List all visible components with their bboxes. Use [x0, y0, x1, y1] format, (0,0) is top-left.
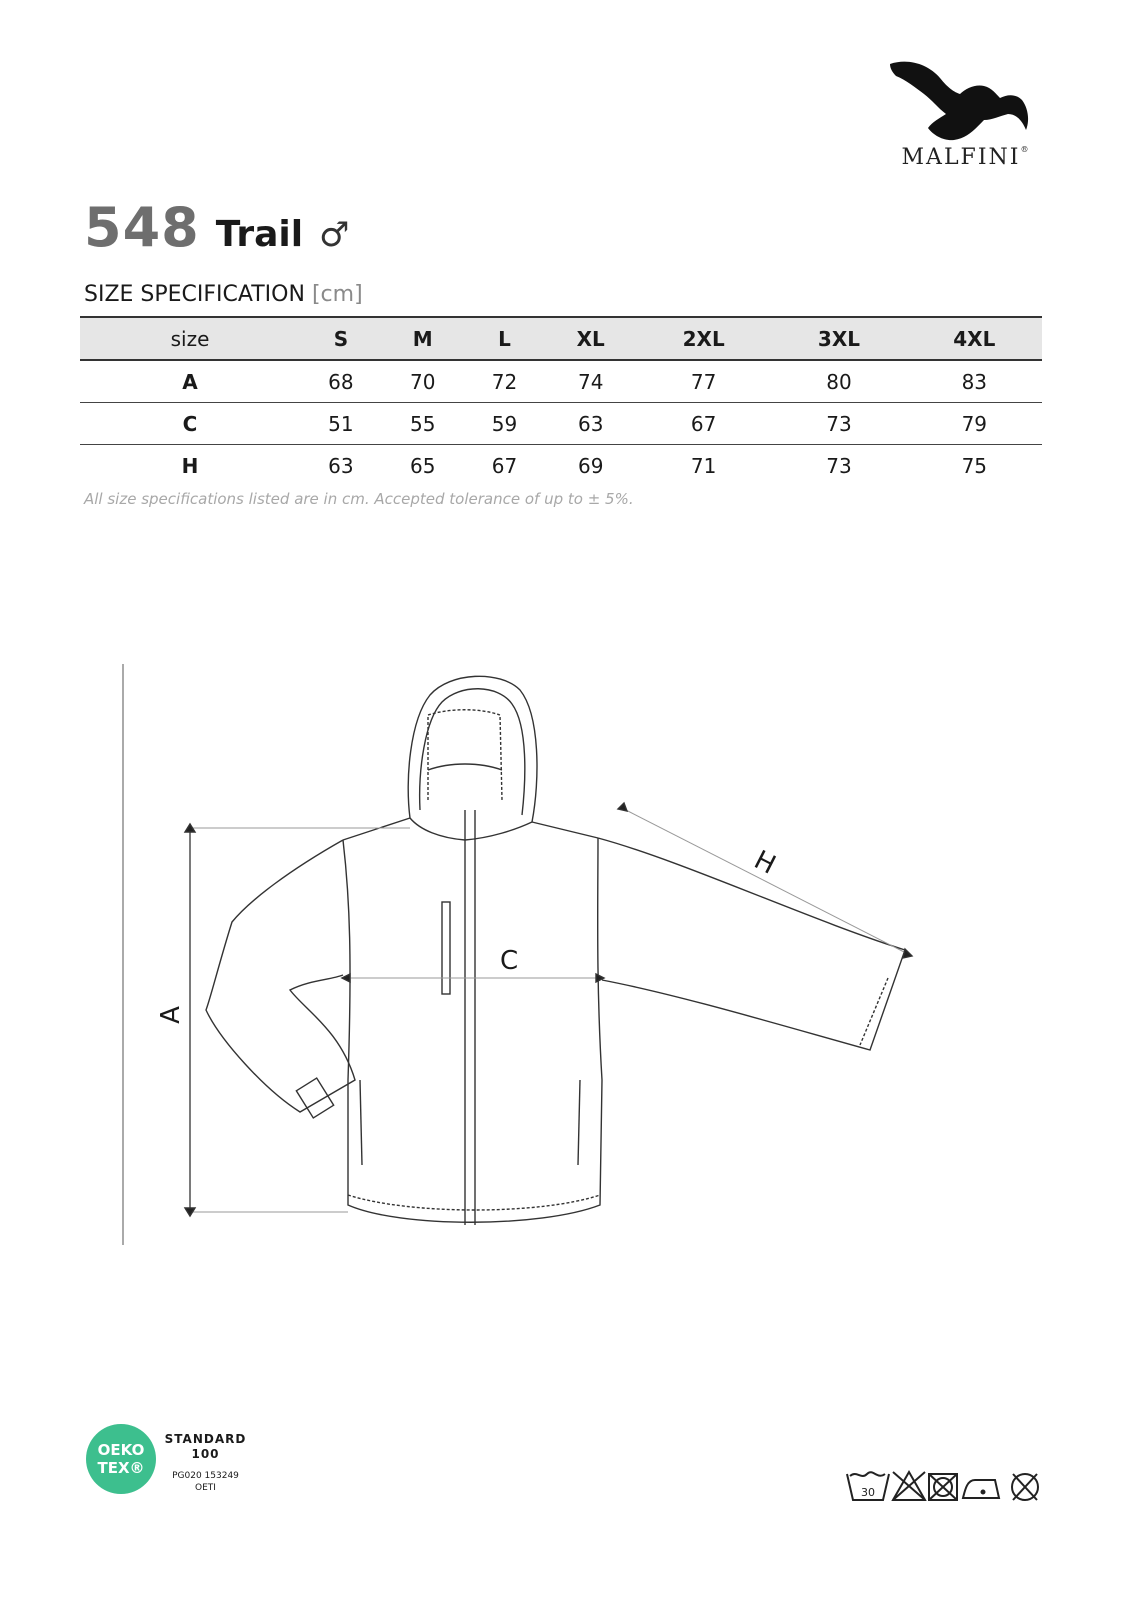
- table-cell: 77: [636, 360, 771, 403]
- table-cell: 63: [545, 403, 636, 445]
- table-cell: 65: [409, 453, 436, 478]
- column-header: size: [80, 317, 300, 360]
- care-symbols: [845, 1466, 1045, 1506]
- brand-name: MALFINI: [901, 145, 1021, 170]
- table-row: [80, 360, 1042, 403]
- column-header: M: [382, 317, 464, 360]
- table-cell: 51: [300, 403, 382, 445]
- measure-label-c: C: [500, 946, 519, 976]
- table-cell: 72: [464, 360, 546, 403]
- table-cell: 55: [382, 403, 464, 445]
- product-name: Trail: [215, 214, 304, 255]
- table-cell: 59: [464, 403, 546, 445]
- measure-label-a: A: [155, 1006, 186, 1024]
- size-spec-title: SIZE SPECIFICATION: [84, 282, 305, 307]
- table-cell: 67: [636, 403, 771, 445]
- column-header: 4XL: [907, 317, 1042, 360]
- male-symbol-icon: ♂: [319, 215, 350, 255]
- product-code: 548: [84, 196, 200, 259]
- brand-wordmark: [880, 145, 1050, 170]
- certificate-code-line1: PG020 153249: [172, 1471, 239, 1481]
- size-table: [80, 316, 1042, 486]
- jacket-measurement-diagram: [120, 660, 1000, 1250]
- oeko-tex-badge: [86, 1424, 156, 1494]
- no-dry-clean-icon: [1012, 1474, 1038, 1500]
- column-header: S: [300, 317, 382, 360]
- standard-line1: STANDARD: [164, 1432, 247, 1446]
- oeko-certificate-code: [163, 1470, 248, 1494]
- column-header: 3XL: [771, 317, 906, 360]
- table-cell: 73: [771, 403, 906, 445]
- wash-temp-label: 30: [861, 1486, 875, 1499]
- table-cell: 75: [961, 453, 988, 478]
- tolerance-note: All size specifications listed are in cm. Accepted tolerance of up to ± 5%.: [84, 490, 634, 508]
- table-cell: 70: [382, 360, 464, 403]
- table-cell: 79: [907, 403, 1042, 445]
- table-cell: 73: [826, 453, 852, 478]
- column-header: L: [464, 317, 546, 360]
- column-header: XL: [545, 317, 636, 360]
- column-header: 2XL: [636, 317, 771, 360]
- table-header-row: [80, 317, 1042, 360]
- oeko-badge-line2: TEX®: [97, 1459, 145, 1477]
- oeko-standard-label: [163, 1432, 248, 1462]
- table-cell: 69: [577, 453, 604, 478]
- certificate-code-line2: OETI: [195, 1483, 216, 1493]
- table-cell: 83: [907, 360, 1042, 403]
- brand-registered-mark: ®: [1020, 145, 1029, 154]
- table-row: [80, 403, 1042, 445]
- row-label: H: [181, 453, 199, 478]
- standard-line2: 100: [191, 1447, 220, 1461]
- table-row: [80, 445, 1042, 487]
- row-label: A: [80, 360, 300, 403]
- row-label: C: [80, 403, 300, 445]
- size-spec-heading: [84, 282, 363, 307]
- table-cell: 74: [545, 360, 636, 403]
- no-bleach-icon: [893, 1472, 925, 1500]
- oeko-badge-line1: OEKO: [97, 1441, 145, 1459]
- size-spec-unit: [cm]: [311, 282, 363, 307]
- table-cell: 63: [328, 453, 354, 478]
- no-tumble-dry-icon: [929, 1474, 957, 1500]
- table-cell: 71: [690, 453, 717, 478]
- product-title: [84, 196, 350, 259]
- table-cell: 80: [771, 360, 906, 403]
- table-cell: 68: [300, 360, 382, 403]
- table-cell: 67: [491, 453, 518, 478]
- iron-low-icon: [963, 1480, 999, 1498]
- measure-label-h: H: [749, 845, 781, 881]
